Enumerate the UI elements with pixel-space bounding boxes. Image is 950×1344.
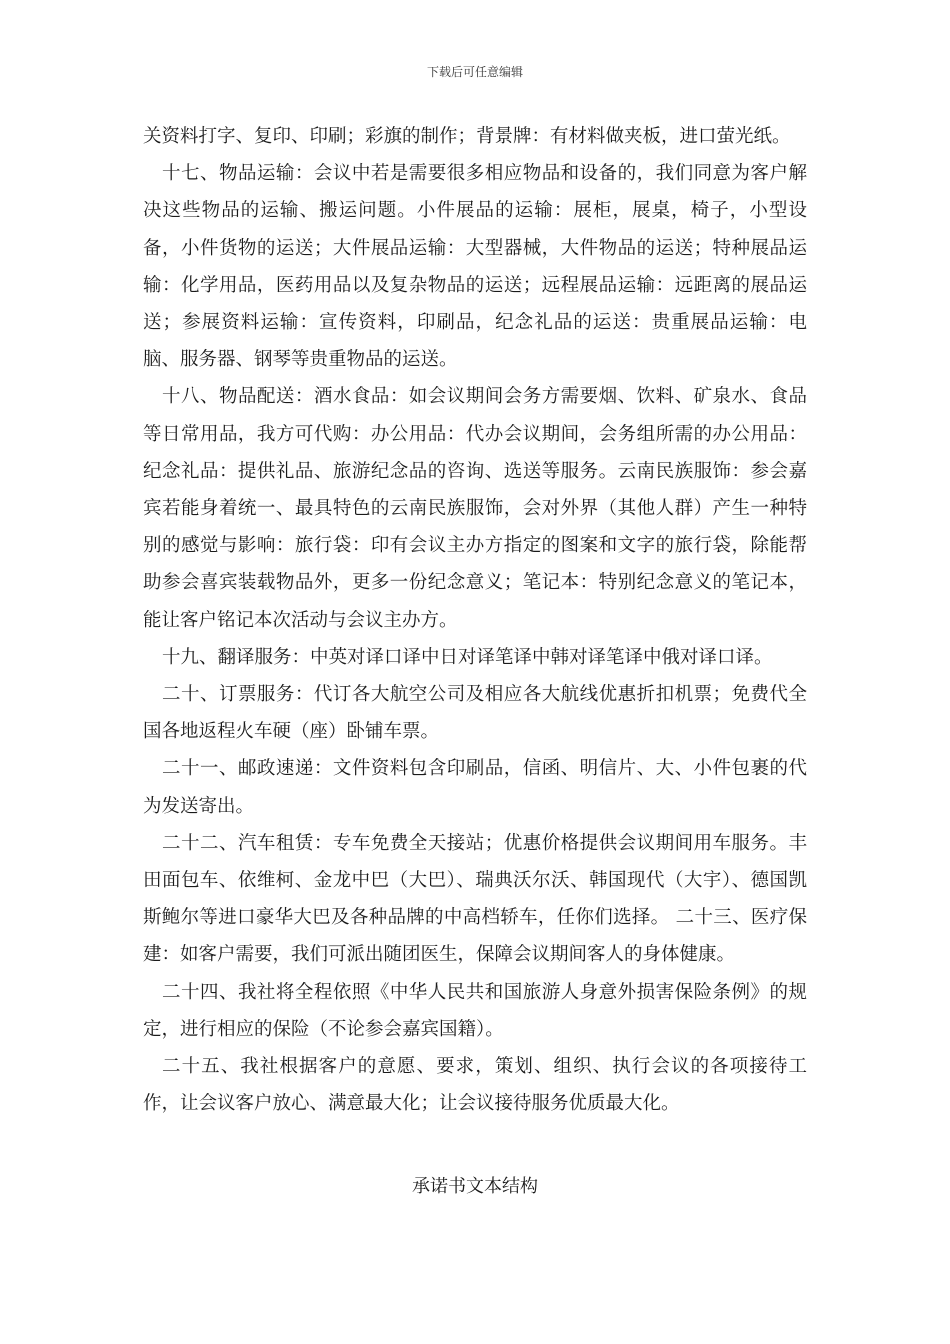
paragraph-item-25: 二十五、我社根据客户的意愿、要求，策划、组织、执行会议的各项接待工作，让会议客户放心、满意最大化；让会议接待服务优质最大化。	[143, 1056, 807, 1115]
paragraph-item-21: 二十一、邮政速递：文件资料包含印刷品，信函、明信片、大、小件包裹的代为发送寄出。	[143, 758, 807, 817]
paragraph-item-19: 十九、翻译服务：中英对译口译中日对译笔译中韩对译笔译中俄对译口译。	[162, 646, 773, 668]
section-title: 承诺书文本结构	[412, 1176, 538, 1197]
paragraph-item-22: 二十二、汽车租赁：专车免费全天接站；优惠价格提供会议期间用车服务。丰田面包车、依维柯、金龙中巴（大巴）、瑞典沃尔沃、韩国现代（大宇）、德国凯斯鲍尔等进口豪华大巴及各种品牌的中高档轿车，任你们选择。 二十三、医疗保建：如客户需要，我们可派出随团医生，保障会议期间客人的身体健康。	[143, 832, 807, 966]
paragraph-item-17: 十七、物品运输：会议中若是需要很多相应物品和设备的，我们同意为客户解决这些物品的运输、搬运问题。小件展品的运输：展柜，展桌，椅子，小型设备，小件货物的运送；大件展品运输：大型器械，大件物品的运送；特种展品运输：化学用品，医药用品以及复杂物品的运送；远程展品运输：远距离的展品运送；参展资料运输：宣传资料，印刷品，纪念礼品的运送：贵重展品运输：电脑、服务器、钢琴等贵重物品的运送。	[143, 163, 807, 371]
paragraph-item-18: 十八、物品配送：酒水食品：如会议期间会务方需要烟、饮料、矿泉水、食品等日常用品，我方可代购：办公用品：代办会议期间，会务组所需的办公用品：纪念礼品：提供礼品、旅游纪念品的咨询、选送等服务。云南民族服饰：参会嘉宾若能身着统一、最具特色的云南民族服饰，会对外界（其他人群）产生一种特别的感觉与影响：旅行袋：印有会议主办方指定的图案和文字的旅行袋，除能帮助参会喜宾装载物品外，更多一份纪念意义；笔记本：特别纪念意义的笔记本，能让客户铭记本次活动与会议主办方。	[143, 386, 807, 631]
document-body	[143, 118, 807, 1122]
paragraph-continuation: 关资料打字、复印、印刷；彩旗的制作；背景牌：有材料做夹板，进口萤光纸。	[143, 126, 791, 147]
page-header: 下载后可任意编辑	[426, 65, 523, 79]
paragraph-item-20: 二十、订票服务：代订各大航空公司及相应各大航线优惠折扣机票；免费代全国各地返程火车硬（座）卧铺车票。	[143, 684, 807, 743]
paragraph-item-24: 二十四、我社将全程依照《中华人民共和国旅游人身意外损害保险条例》的规定，进行相应的保险（不论参会嘉宾国籍）。	[143, 981, 807, 1040]
